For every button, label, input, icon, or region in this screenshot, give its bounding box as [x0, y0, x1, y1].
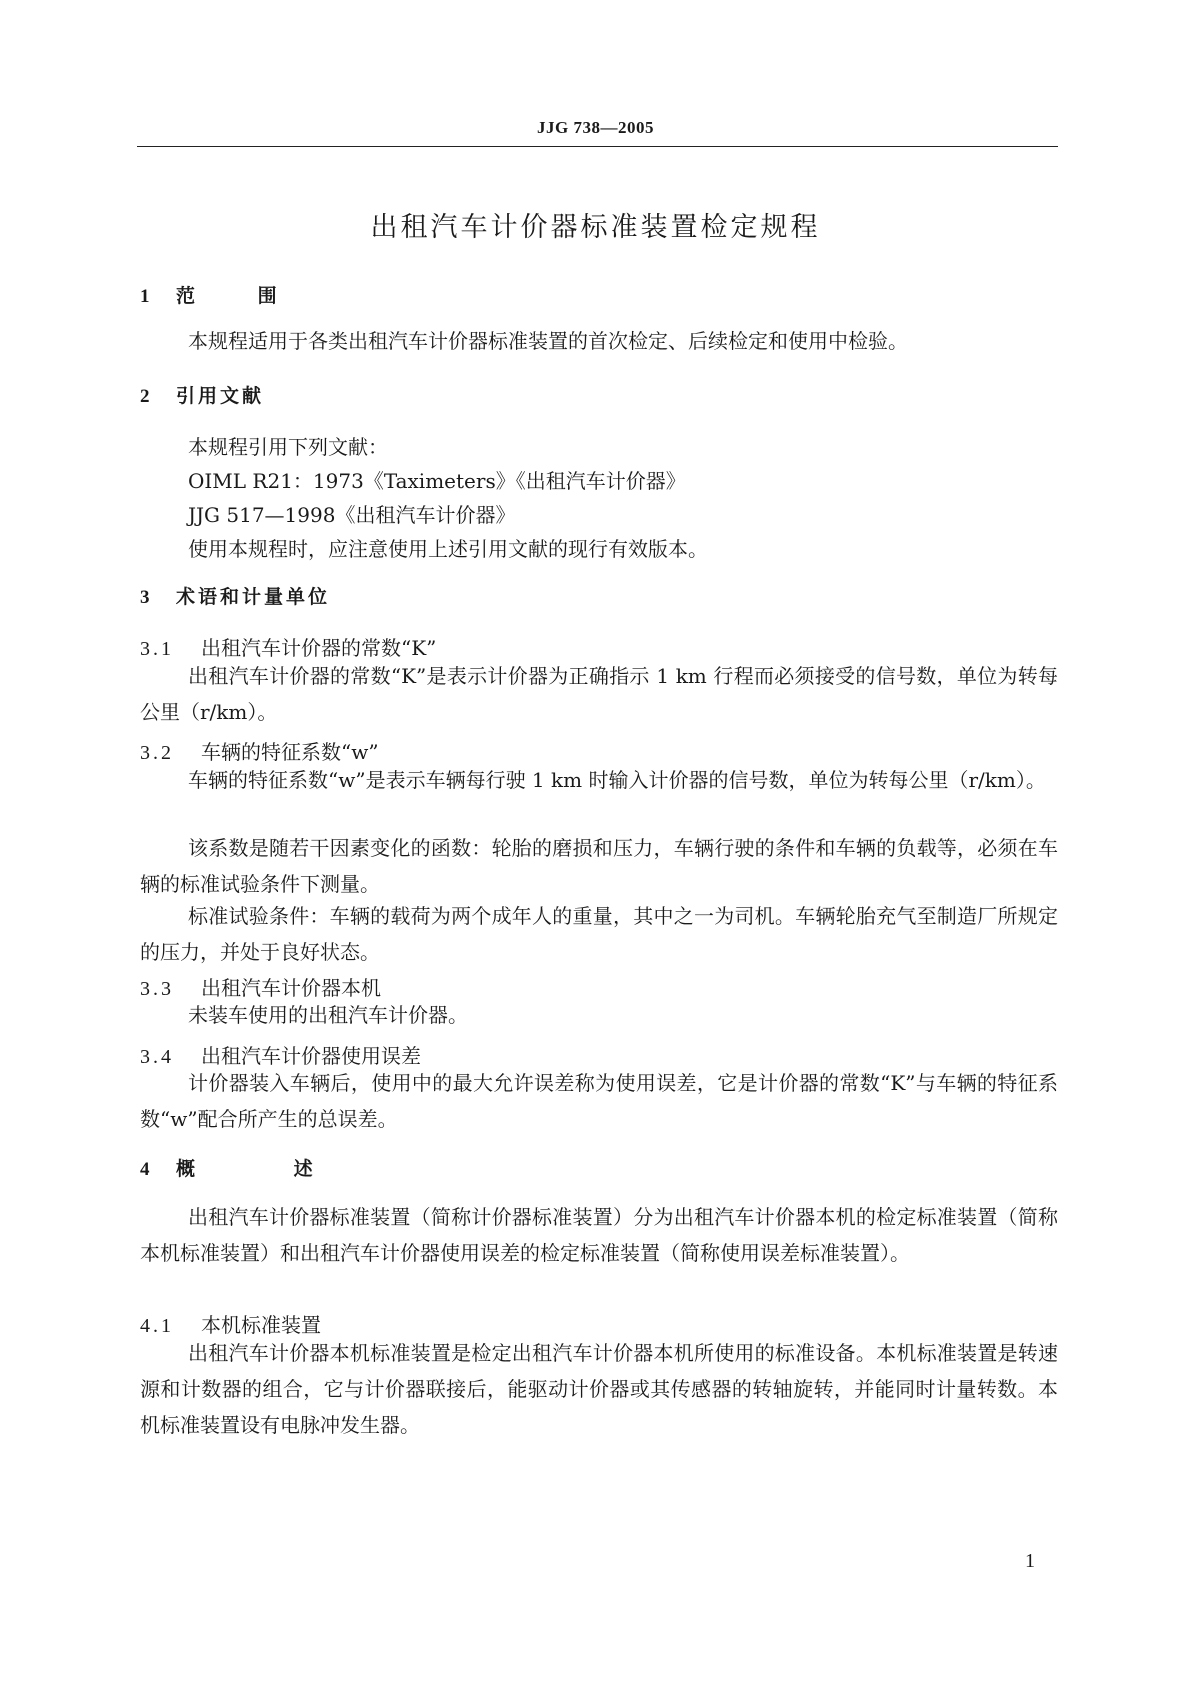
clause-number: 3.4 [140, 1046, 174, 1068]
header-rule [137, 146, 1058, 147]
clause-title: 出租汽车计价器的常数“K” [201, 636, 437, 660]
clause-number: 3.2 [140, 742, 174, 764]
section-4-heading [140, 1154, 359, 1181]
clause-3-4-paragraph: 计价器装入车辆后，使用中的最大允许误差称为使用误差，它是计价器的常数“K”与车辆的特征系数“w”配合所产生的总误差。 [140, 1071, 1058, 1131]
standard-code-header: JJG 738—2005 [537, 118, 654, 137]
clause-3-2-heading [140, 736, 379, 765]
reference-note: 使用本规程时，应注意使用上述引用文献的现行有效版本。 [188, 537, 708, 561]
section-number: 3 [140, 587, 150, 608]
clause-title: 出租汽车计价器使用误差 [201, 1044, 421, 1068]
clause-3-2-paragraph: 车辆的特征系数“w”是表示车辆每行驶 1 km 时输入计价器的信号数，单位为转每公里（r/km）。 [188, 768, 1046, 792]
section-4-paragraph: 出租汽车计价器标准装置（简称计价器标准装置）分为出租汽车计价器本机的检定标准装置（简称本机标准装置）和出租汽车计价器使用误差的检定标准装置（简称使用误差标准装置）。 [140, 1205, 1058, 1265]
reference-intro: 本规程引用下列文献： [188, 435, 388, 459]
clause-4-1-paragraph: 出租汽车计价器本机标准装置是检定出租汽车计价器本机所使用的标准设备。本机标准装置是转速源和计数器的组合，它与计价器联接后，能驱动计价器或其传感器的转轴旋转，并能同时计量转数。本机标准装置设有电脉冲发生器。 [140, 1341, 1058, 1437]
clause-title: 本机标准装置 [201, 1313, 321, 1337]
clause-3-2-paragraph: 该系数是随若干因素变化的函数：轮胎的磨损和压力，车辆行驶的条件和车辆的负载等，必须在车辆的标准试验条件下测量。 [140, 836, 1058, 896]
section-number: 4 [140, 1159, 150, 1180]
document-title: 出租汽车计价器标准装置检定规程 [370, 212, 821, 243]
clause-number: 3.1 [140, 638, 174, 660]
clause-number: 4.1 [140, 1315, 174, 1337]
section-title: 引用文献 [176, 385, 265, 407]
clause-3-1-paragraph: 出租汽车计价器的常数“K”是表示计价器为正确指示 1 km 行程而必须接受的信号数，单位为转每公里（r/km）。 [140, 664, 1058, 724]
section-title: 概 述 [176, 1158, 359, 1180]
clause-number: 3.3 [140, 978, 174, 1000]
clause-title: 出租汽车计价器本机 [201, 976, 381, 1000]
section-number: 1 [140, 286, 150, 307]
section-1-paragraph: 本规程适用于各类出租汽车计价器标准装置的首次检定、后续检定和使用中检验。 [188, 329, 908, 353]
reference-item: JJG 517—1998《出租汽车计价器》 [188, 503, 516, 527]
section-number: 2 [140, 386, 150, 407]
section-title: 术语和计量单位 [176, 586, 331, 608]
clause-3-2-paragraph: 标准试验条件：车辆的载荷为两个成年人的重量，其中之一为司机。车辆轮胎充气至制造厂所规定的压力，并处于良好状态。 [140, 904, 1058, 964]
clause-title: 车辆的特征系数“w” [201, 740, 379, 764]
clause-4-1-heading [140, 1309, 321, 1338]
section-3-heading [140, 582, 330, 609]
section-1-heading [140, 281, 305, 308]
section-title: 范 围 [176, 285, 305, 307]
clause-3-3-paragraph: 未装车使用的出租汽车计价器。 [188, 1003, 468, 1027]
page-number: 1 [1025, 1550, 1035, 1572]
clause-3-1-heading [140, 632, 436, 661]
reference-item: OIML R21：1973《Taximeters》《出租汽车计价器》 [188, 469, 686, 493]
section-2-heading [140, 381, 264, 408]
